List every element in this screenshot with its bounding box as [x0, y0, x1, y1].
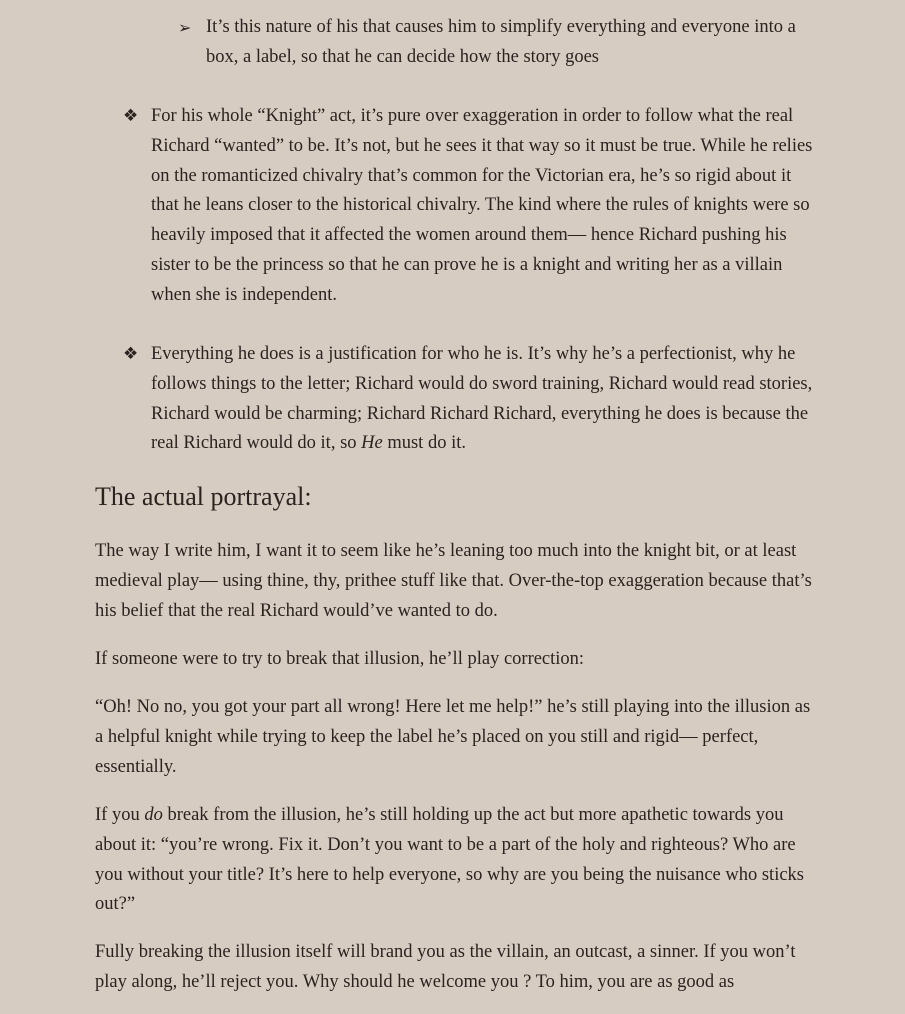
paragraph-break-illusion: [95, 801, 820, 920]
diamond-bullet-icon: ❖: [123, 106, 139, 126]
paragraph-portrayal: The way I write him, I want it to seem like he’s leaning too much into the knight bit, or at least medieval play— using thine, thy, prithee stuff like that. Over-the-top exaggeration because that’s his belief that the real Richard would’ve wanted to do.: [95, 541, 812, 621]
paragraph-correction-intro: If someone were to try to break that illusion, he’ll play correction:: [95, 649, 585, 669]
bullet-item-justification: [123, 340, 816, 459]
arrow-bullet-icon: ➢: [178, 18, 192, 37]
sub-bullet-item: [178, 13, 821, 73]
paragraph-quote: “Oh! No no, you got your part all wrong! Here let me help!” he’s still playing into the illusion as a helpful knight while trying to keep the label he’s placed on you still and rigid— perfect, essentially.: [95, 697, 811, 777]
bullet-text-start: Everything he does is a justification for who he is. It’s why he’s a perfectionist, why he follows things to the letter; Richard would do sword training, Richard would read stories, Richard would be charming; Richard Richard Richard, everything he does is because the real Richard would do it, so: [151, 344, 813, 454]
diamond-bullet-icon: ❖: [123, 344, 139, 364]
paragraph-text-emphasis: do: [144, 805, 163, 825]
sub-bullet-text: It’s this nature of his that causes him to simplify everything and everyone into a box, a label, so that he can decide how the story goes: [206, 17, 796, 67]
paragraph-villain: Fully breaking the illusion itself will brand you as the villain, an outcast, a sinner. If you won’t play along, he’ll reject you. Why should he welcome you ? To him, you are as good as: [95, 942, 796, 992]
bullet-text-end: must do it.: [382, 433, 466, 454]
bullet-text-emphasis: He: [361, 433, 383, 454]
paragraph-text-start: If you: [95, 805, 145, 825]
bullet-text: For his whole “Knight” act, it’s pure over exaggeration in order to follow what the real Richard “wanted” to be. It’s not, but he sees it that way so it must be true. While he relies on the romanticized chivalry that’s common for the Victorian era, he’s so rigid about it that he leans closer to the historical chivalry. The kind where the rules of knights were so heavily imposed that it affected the women around them— hence Richard pushing his sister to be the princess so that he can prove he is a knight and writing her as a villain when she is independent.: [151, 106, 813, 305]
bullet-item-knight-act: [123, 102, 816, 311]
section-heading: The actual portrayal:: [95, 482, 312, 511]
paragraph-text-end: break from the illusion, he’s still holding up the act but more apathetic towards you about it: “you’re wrong. Fix it. Don’t you want to be a part of the holy and righteous? Who are you without your title? It’s here to help everyone, so why are you being the nuisance who sticks out?”: [95, 805, 804, 915]
